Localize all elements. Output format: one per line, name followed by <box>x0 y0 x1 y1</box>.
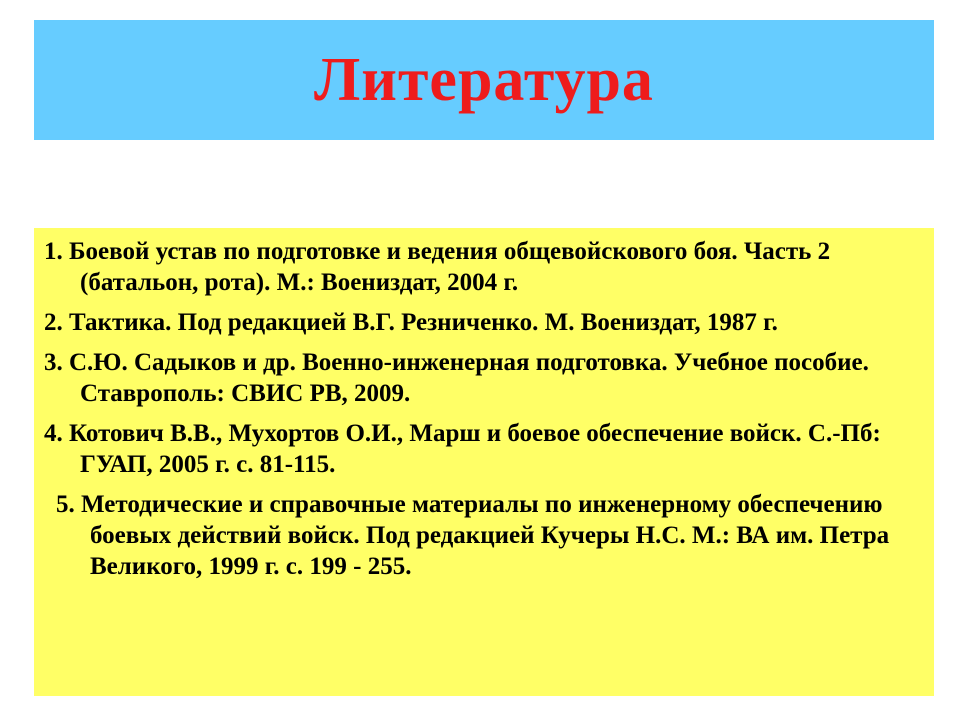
reference-item-5: 5. Методические и справочные материалы по инженерному обеспечению боевых действий войск. Под редакцией Кучеры Н.С. М.: ВА им. Петра Великого, 1999 г. с. 199 - 255. <box>56 491 890 580</box>
title-band <box>34 20 934 140</box>
slide-title: Литература <box>314 45 654 114</box>
reference-item-3: 3. С.Ю. Садыков и др. Военно-инженерная подготовка. Учебное пособие. Ставрополь: СВИС РВ, 2009. <box>44 349 869 407</box>
reference-item-1: 1. Боевой устав по подготовке и ведения общевойскового боя. Часть 2 (батальон, рота). М.: Воениздат, 2004 г. <box>44 238 831 296</box>
reference-item-4: 4. Котович В.В., Мухортов О.И., Марш и боевое обеспечение войск. С.-Пб: ГУАП, 2005 г. с. 81-115. <box>44 420 881 478</box>
reference-item-2: 2. Тактика. Под редакцией В.Г. Резниченко. М. Воениздат, 1987 г. <box>44 309 778 336</box>
references-box <box>34 228 934 696</box>
